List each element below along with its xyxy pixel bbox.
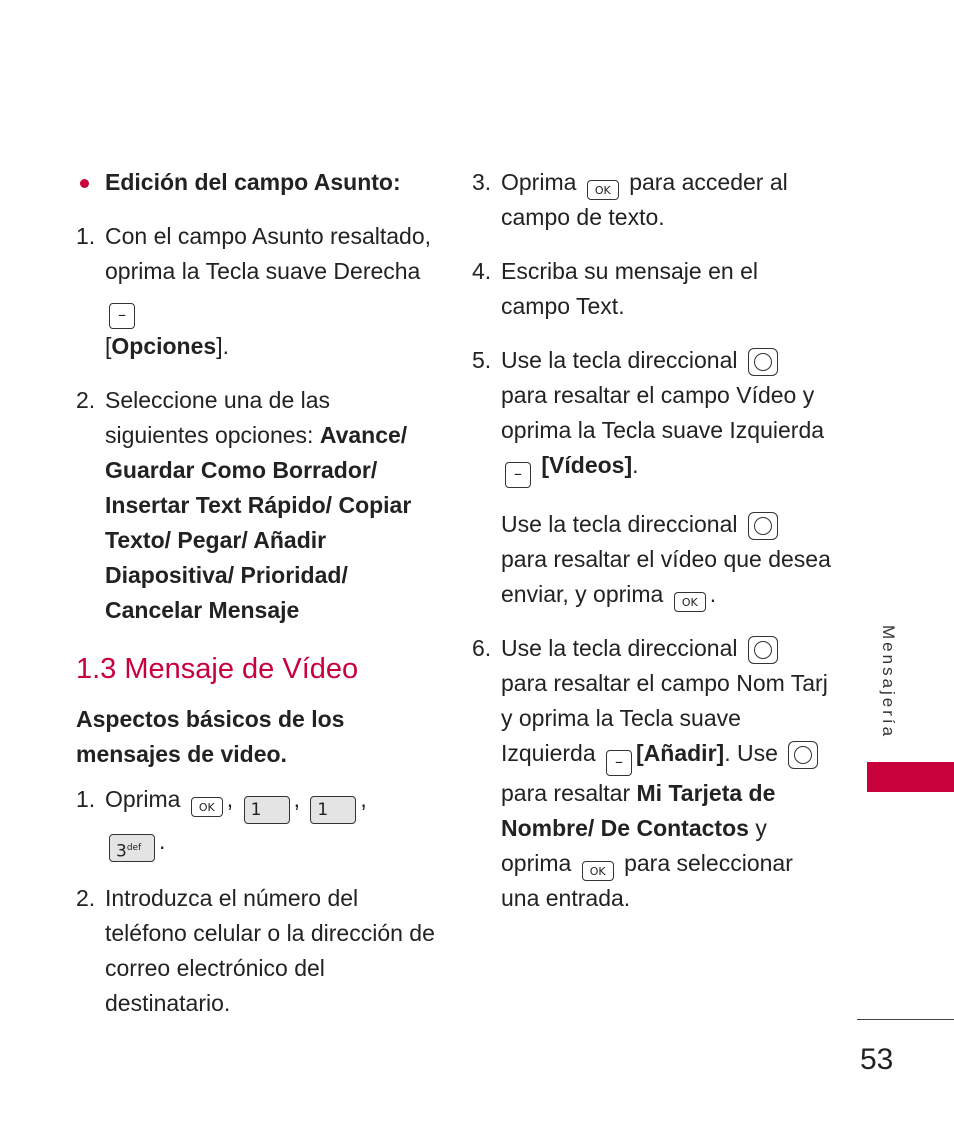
- sub-title: Aspectos básicos de los mensajes de video.: [76, 706, 345, 767]
- bullet-dot-icon: [80, 179, 89, 188]
- add-label: [Añadir]: [636, 740, 725, 766]
- step-text: para resaltar el campo Nom Tarj y oprima la Tecla suave Izquierda: [501, 670, 828, 766]
- step-number: 4.: [472, 258, 492, 284]
- right-soft-key-icon: –: [109, 303, 135, 329]
- step-number: 1.: [76, 786, 96, 812]
- step-text: Use la tecla direccional: [501, 347, 738, 373]
- key-digit: 1: [317, 800, 329, 820]
- bracket-open: [: [105, 333, 112, 359]
- period: .: [159, 828, 166, 854]
- comma: ,: [226, 786, 234, 812]
- step-text: Introduzca el número del teléfono celular o la dirección de correo electrónico del destinatario.: [105, 885, 435, 1017]
- left-column: [76, 165, 436, 1021]
- footer-rule: [857, 1019, 954, 1020]
- step-number: 3.: [472, 169, 492, 195]
- step-text: para seleccionar una entrada.: [501, 850, 793, 911]
- ok-key-icon: OK: [587, 180, 619, 200]
- right-column: [472, 165, 832, 916]
- name-card-label: Mi Tarjeta de Nombre/ De Contactos: [501, 780, 776, 841]
- step-text: Oprima: [501, 169, 577, 195]
- step-text: para resaltar el vídeo que desea enviar, y oprima: [501, 546, 831, 607]
- options-list: Avance/ Guardar Como Borrador/ Insertar Text Rápido/ Copiar Texto/ Pegar/ Añadir Diapositiva/ Prioridad/ Cancelar Mensaje: [105, 422, 412, 623]
- bracket-close: ].: [216, 333, 229, 359]
- step-text: Con el campo Asunto resaltado, oprima la Tecla suave Derecha: [105, 223, 432, 284]
- step-text: Escriba su mensaje en el campo Text.: [501, 258, 758, 319]
- period: .: [709, 581, 717, 607]
- bullet-heading-text: Edición del campo Asunto:: [105, 169, 401, 195]
- step-number: 6.: [472, 635, 492, 661]
- step-1-options: [76, 219, 436, 364]
- step-number: 5.: [472, 347, 492, 373]
- step-1-press-keys: [76, 782, 436, 862]
- step-2-select: [76, 383, 436, 628]
- directional-key-icon: [748, 348, 778, 376]
- ok-key-icon: OK: [582, 861, 614, 881]
- key-letters: def: [126, 843, 142, 854]
- step-text: Use la tecla direccional: [501, 511, 738, 537]
- step-text: Oprima: [105, 786, 181, 812]
- step-3-access-text: [472, 165, 832, 235]
- directional-key-icon: [788, 741, 818, 769]
- step-2-enter-number: [76, 881, 436, 1021]
- ok-key-icon: OK: [674, 592, 706, 612]
- step-number: 2.: [76, 387, 96, 413]
- options-label: Opciones: [111, 333, 217, 359]
- step-number: 1.: [76, 223, 96, 249]
- step-text: Seleccione una de las siguientes opciones:: [105, 387, 331, 448]
- comma: ,: [293, 786, 300, 812]
- step-text: para resaltar el campo Vídeo y oprima la Tecla suave Izquierda: [501, 382, 825, 443]
- key-digit: 1: [250, 800, 262, 820]
- videos-label: [Vídeos]: [541, 452, 633, 478]
- section-title: 1.3 Mensaje de Vídeo: [76, 653, 359, 685]
- step-5-select-video: [472, 507, 832, 612]
- side-tab-marker: [867, 762, 954, 792]
- left-soft-key-icon: –: [505, 462, 531, 488]
- step-text: y oprima: [501, 815, 767, 876]
- period: .: [632, 452, 639, 478]
- step-text: Use la tecla direccional: [501, 635, 738, 661]
- three-key-icon: [109, 834, 155, 862]
- page-number: 53: [860, 1043, 894, 1076]
- key-digit: 3: [116, 842, 127, 862]
- step-5-video-field: [472, 343, 832, 488]
- step-text: para acceder al campo de texto.: [501, 169, 788, 230]
- ok-key-icon: OK: [191, 797, 223, 817]
- step-number: 2.: [76, 885, 96, 912]
- directional-key-icon: [748, 636, 778, 664]
- bullet-heading: [76, 165, 436, 200]
- step-text: para resaltar: [501, 780, 631, 806]
- one-key-icon: [310, 796, 356, 824]
- directional-key-icon: [748, 512, 778, 540]
- step-4-write-message: [472, 254, 832, 324]
- step-6-name-card: [472, 631, 832, 916]
- left-soft-key-icon: –: [606, 750, 632, 776]
- one-key-icon: [244, 796, 290, 824]
- side-tab-label: Mensajería: [879, 625, 898, 740]
- step-text: . Use: [724, 740, 778, 766]
- comma: ,: [360, 786, 367, 812]
